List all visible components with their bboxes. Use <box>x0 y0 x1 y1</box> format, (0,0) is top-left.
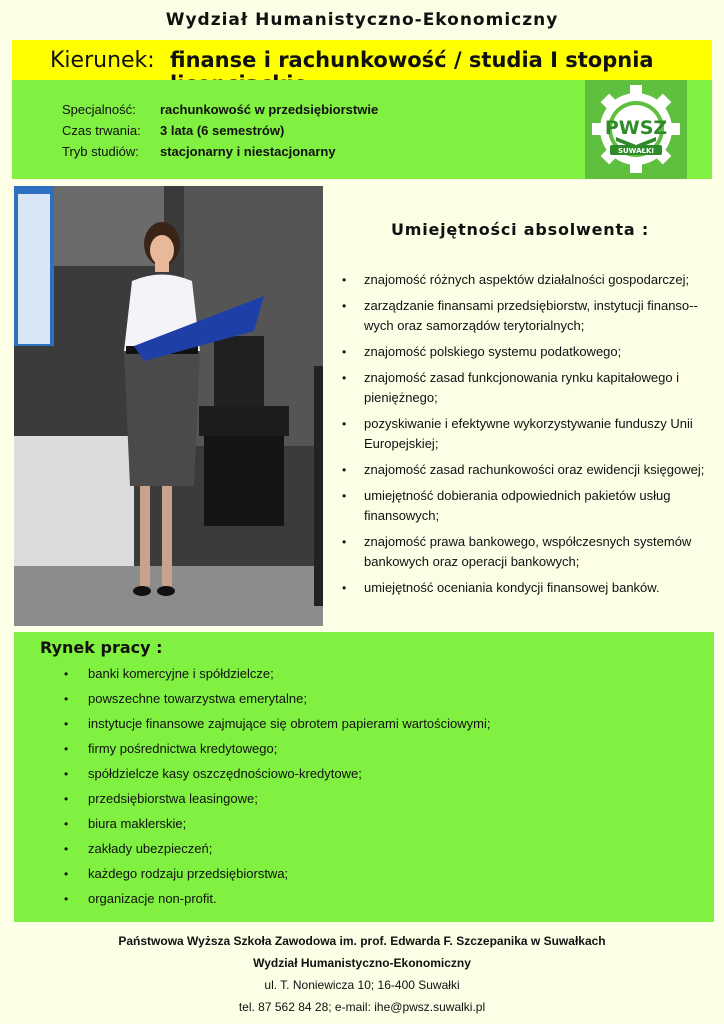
bullet-icon: • <box>342 535 347 549</box>
list-item <box>338 368 710 408</box>
job-text: instytucje finansowe zajmujące się obrotem papierami wartościowymi; <box>88 716 491 731</box>
job-text: spółdzielcze kasy oszczędnościowo-kredytowe; <box>88 766 362 781</box>
info-value: 3 lata (6 semestrów) <box>160 123 285 138</box>
info-label: Tryb studiów: <box>62 144 139 159</box>
bullet-icon: • <box>342 345 347 359</box>
bullet-icon: • <box>64 867 69 881</box>
logo-text: PWSZ <box>604 117 668 139</box>
list-item <box>60 839 490 864</box>
info-label: Specjalność: <box>62 102 136 117</box>
info-value: stacjonarny i niestacjonarny <box>160 144 336 159</box>
job-text: organizacje non-profit. <box>88 891 217 906</box>
list-item <box>338 342 710 362</box>
list-item <box>60 739 490 764</box>
job-text: firmy pośrednictwa kredytowego; <box>88 741 278 756</box>
list-item <box>338 296 710 336</box>
footer-address: ul. T. Noniewicza 10; 16-400 Suwałki <box>264 978 460 992</box>
list-item <box>60 889 490 914</box>
footer <box>0 930 724 1018</box>
footer-contact: tel. 87 562 84 28; e-mail: ihe@pwsz.suwalki.pl <box>238 1000 486 1014</box>
job-text: zakłady ubezpieczeń; <box>88 841 213 856</box>
list-item <box>338 578 710 598</box>
skills-list <box>338 270 710 604</box>
bullet-icon: • <box>64 667 69 681</box>
job-market-list <box>60 664 490 914</box>
skill-text: znajomość zasad rachunkowości oraz ewidencji księgowej; <box>364 462 705 477</box>
bullet-icon: • <box>64 742 69 756</box>
footer-faculty: Wydział Humanistyczno-Ekonomiczny <box>253 956 471 970</box>
list-item <box>60 714 490 739</box>
footer-institution: Państwowa Wyższa Szkoła Zawodowa im. prof. Edwarda F. Szczepanika w Suwałkach <box>118 934 606 948</box>
page-title: Wydział Humanistyczno-Ekonomiczny <box>165 10 559 30</box>
list-item <box>338 270 710 290</box>
bullet-icon: • <box>64 892 69 906</box>
job-market-title: Rynek pracy : <box>40 638 163 657</box>
bullet-icon: • <box>64 842 69 856</box>
gear-logo-icon <box>585 80 687 179</box>
job-text: banki komercyjne i spółdzielcze; <box>88 666 274 681</box>
bullet-icon: • <box>342 273 347 287</box>
list-item <box>60 689 490 714</box>
info-label: Czas trwania: <box>62 123 141 138</box>
list-item <box>60 789 490 814</box>
list-item <box>338 486 710 526</box>
job-text: przedsiębiorstwa leasingowe; <box>88 791 258 806</box>
list-item <box>338 532 710 572</box>
bullet-icon: • <box>342 463 347 477</box>
photo-illustration <box>14 186 323 626</box>
bullet-icon: • <box>342 299 347 313</box>
job-text: powszechne towarzystwa emerytalne; <box>88 691 307 706</box>
skill-text: znajomość różnych aspektów działalności gospodarczej; <box>364 272 690 287</box>
skills-title: Umiejętności absolwenta : <box>390 220 650 239</box>
list-item <box>60 814 490 839</box>
bullet-icon: • <box>64 767 69 781</box>
skill-text: zarządzanie finansami przedsiębiorstw, instytucji finanso-wych oraz samorządów terytorialnych; <box>364 298 698 333</box>
student-photo <box>14 186 323 626</box>
skill-text: umiejętność dobierania odpowiednich pakietów usług finansowych; <box>364 488 671 523</box>
bullet-icon: • <box>64 692 69 706</box>
study-info-panel <box>12 80 712 179</box>
job-text: biura maklerskie; <box>88 816 187 831</box>
bullet-icon: • <box>64 817 69 831</box>
skill-text: pozyskiwanie i efektywne wykorzystywanie funduszy Unii Europejskiej; <box>364 416 693 451</box>
bullet-icon: • <box>342 371 347 385</box>
bullet-icon: • <box>64 792 69 806</box>
bullet-icon: • <box>342 417 347 431</box>
skill-text: znajomość polskiego systemu podatkowego; <box>364 344 622 359</box>
kierunek-value: finanse i rachunkowość / studia I stopnia <box>170 48 654 72</box>
skill-text: znajomość prawa bankowego, współczesnych systemów bankowych oraz operacji bankowych; <box>364 534 692 569</box>
list-item <box>60 664 490 689</box>
list-item <box>338 460 710 480</box>
bullet-icon: • <box>64 717 69 731</box>
bullet-icon: • <box>342 489 347 503</box>
info-value: rachunkowość w przedsiębiorstwie <box>160 102 379 117</box>
kierunek-bar <box>12 40 712 80</box>
list-item <box>338 414 710 454</box>
kierunek-label: Kierunek: <box>50 48 155 73</box>
job-market-panel <box>14 632 714 922</box>
skill-text: umiejętność oceniania kondycji finansowej banków. <box>364 580 660 595</box>
list-item <box>60 764 490 789</box>
logo-subtext: SUWAŁKI <box>617 147 655 155</box>
list-item <box>60 864 490 889</box>
pwsz-logo <box>585 80 687 179</box>
bullet-icon: • <box>342 581 347 595</box>
skill-text: znajomość zasad funkcjonowania rynku kapitałowego i pieniężnego; <box>364 370 680 405</box>
job-text: każdego rodzaju przedsiębiorstwa; <box>88 866 289 881</box>
